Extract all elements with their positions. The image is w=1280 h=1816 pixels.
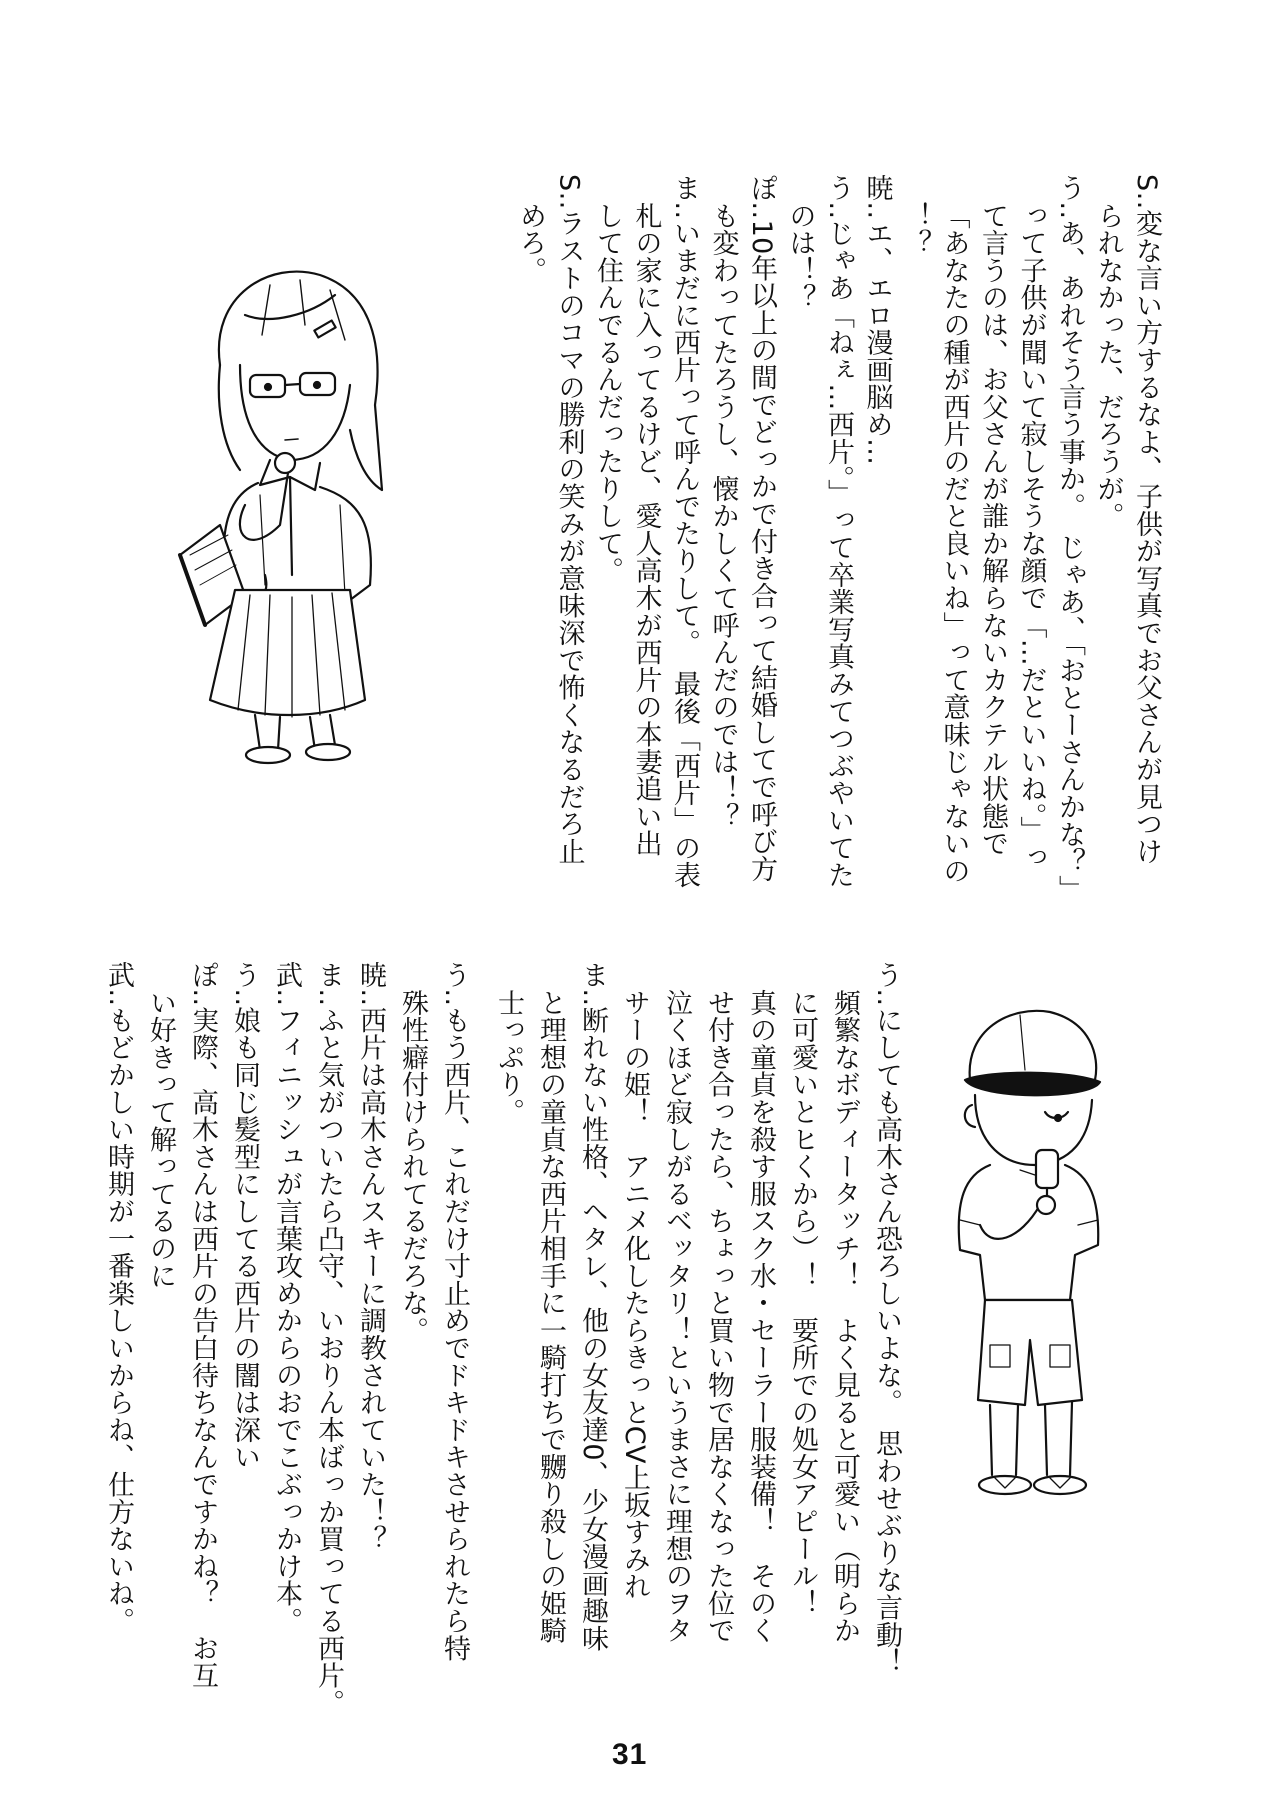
comment-line-continuation: して住んでるんだったりして。 xyxy=(592,202,623,585)
comment-line-continuation: って子供が聞いて寂しそうな顔で「…だといいね。」っ xyxy=(1015,202,1047,872)
comment-line-continuation: めろ。 xyxy=(515,202,546,285)
comment-line-speaker: ま‥ふと気がついたら凸守、いおりん本ばっか買ってる西片。 xyxy=(313,961,344,1717)
page-number: 31 xyxy=(612,1738,648,1771)
comment-line-continuation: 「あなたの種が西片のだと良いね」って意味じゃないの xyxy=(938,202,970,885)
comment-line-speaker: 武‥もどかしい時期が一番楽しいからね、仕方ないね。 xyxy=(103,961,134,1635)
comment-entry xyxy=(780,174,857,902)
comment-entry xyxy=(391,961,475,1716)
comment-line-continuation: 札の家に入ってるけど、愛人高木が西片の本妻追い出 xyxy=(630,202,662,858)
comment-line-continuation: 殊性癖付けられてるだろな。 xyxy=(397,989,428,1345)
comment-entry xyxy=(265,961,307,1716)
comment-line-speaker: S‥ラストのコマの勝利の笑みが意味深で怖くなるだろ止 xyxy=(553,174,585,865)
comment-line-continuation: 頻繁なボディータッチ！ よく見ると可愛い（明らか xyxy=(829,989,860,1645)
comment-line-continuation: 士っぷり。 xyxy=(493,989,524,1126)
commentary-bottom xyxy=(97,961,907,1716)
comment-entry xyxy=(1088,174,1165,902)
comment-entry xyxy=(511,174,588,902)
comment-entry xyxy=(588,174,704,902)
boy-with-ice-pop-illustration xyxy=(950,1000,1110,1505)
comment-entry xyxy=(896,174,1089,902)
comment-line-speaker: う‥もう西片、これだけ寸止めでドキドキさせられたら特 xyxy=(439,961,470,1662)
comment-line-speaker: 武‥フィニッシュが言葉攻めからのおでこぶっかけ本。 xyxy=(271,961,302,1635)
comment-entry xyxy=(349,961,391,1716)
comment-line-continuation: られなかった、だろうが。 xyxy=(1092,202,1124,530)
comment-entry xyxy=(487,961,613,1716)
comment-line-continuation: のは！？ xyxy=(784,202,816,312)
comment-line-continuation: に可愛いとヒくから）！ 要所での処女アピール！ xyxy=(787,989,818,1618)
comment-line-continuation: サーの姫！ アニメ化したらきっとCV上坂すみれ xyxy=(619,989,650,1601)
comment-line-continuation: と理想の童貞な西片相手に一騎打ちで嬲り殺しの姫騎 xyxy=(535,989,566,1645)
comment-entry xyxy=(97,961,139,1716)
comment-entry xyxy=(857,174,896,902)
comment-entry xyxy=(307,961,349,1716)
comment-line-continuation: も変わってたろうし、懐かしくて呼んだのでは！？ xyxy=(707,202,739,831)
comment-line-speaker: ま‥いまだに西片って呼んでたりして。 最後「西片」の表 xyxy=(669,174,700,889)
comment-entry xyxy=(139,961,223,1716)
comment-line-speaker: 暁‥西片は高木さんスキーに調教されていた！？ xyxy=(355,961,386,1553)
comment-entry xyxy=(223,961,265,1716)
comment-line-speaker: う‥じゃあ「ねぇ…西片。」って卒業写真みてつぶやいてた xyxy=(823,174,854,889)
comment-line-continuation: い好きって解ってるのに xyxy=(145,989,176,1290)
comment-line-speaker: S‥変な言い方するなよ、子供が写真でお父さんが見つけ xyxy=(1131,174,1162,865)
comment-line-continuation: て言うのは、お父さんが誰か解らないカクテル状態で xyxy=(977,202,1008,858)
comment-line-speaker: 暁‥エ、エロ漫画脳め… xyxy=(861,174,893,466)
comment-line-speaker: う‥あ、あれそう言う事か。 じゃあ、「おとーさんかな？」 xyxy=(1054,174,1085,903)
comment-line-speaker: ぽ‥実際、高木さんは西片の告白待ちなんですかね？ お互 xyxy=(187,961,218,1690)
comment-line-continuation: 真の童貞を殺す服スク水・セーラー服装備！ そのく xyxy=(745,989,776,1645)
comment-line-speaker: ぽ‥10年以上の間でどっかで付き合って結婚してで呼び方 xyxy=(746,174,777,883)
comment-line-continuation: ！？ xyxy=(900,202,931,257)
comment-line-continuation: せ付き合ったら、ちょっと買い物で居なくなった位で xyxy=(703,989,734,1645)
girl-with-book-illustration xyxy=(150,255,420,765)
comment-entry xyxy=(703,174,780,902)
comment-line-speaker: う‥にしても高木さん恐ろしいよな。 思わせぶりな言動！ xyxy=(871,961,902,1676)
comment-line-continuation: 泣くほど寂しがるベッタリ！というまさに理想のヲタ xyxy=(661,989,692,1645)
comment-line-speaker: ま‥断れない性格、ヘタレ、他の女友達0、少女漫画趣味 xyxy=(577,961,608,1652)
comment-entry xyxy=(613,961,907,1716)
commentary-top xyxy=(511,174,1166,902)
comment-line-speaker: う‥娘も同じ髪型にしてる西片の闇は深い xyxy=(229,961,260,1471)
